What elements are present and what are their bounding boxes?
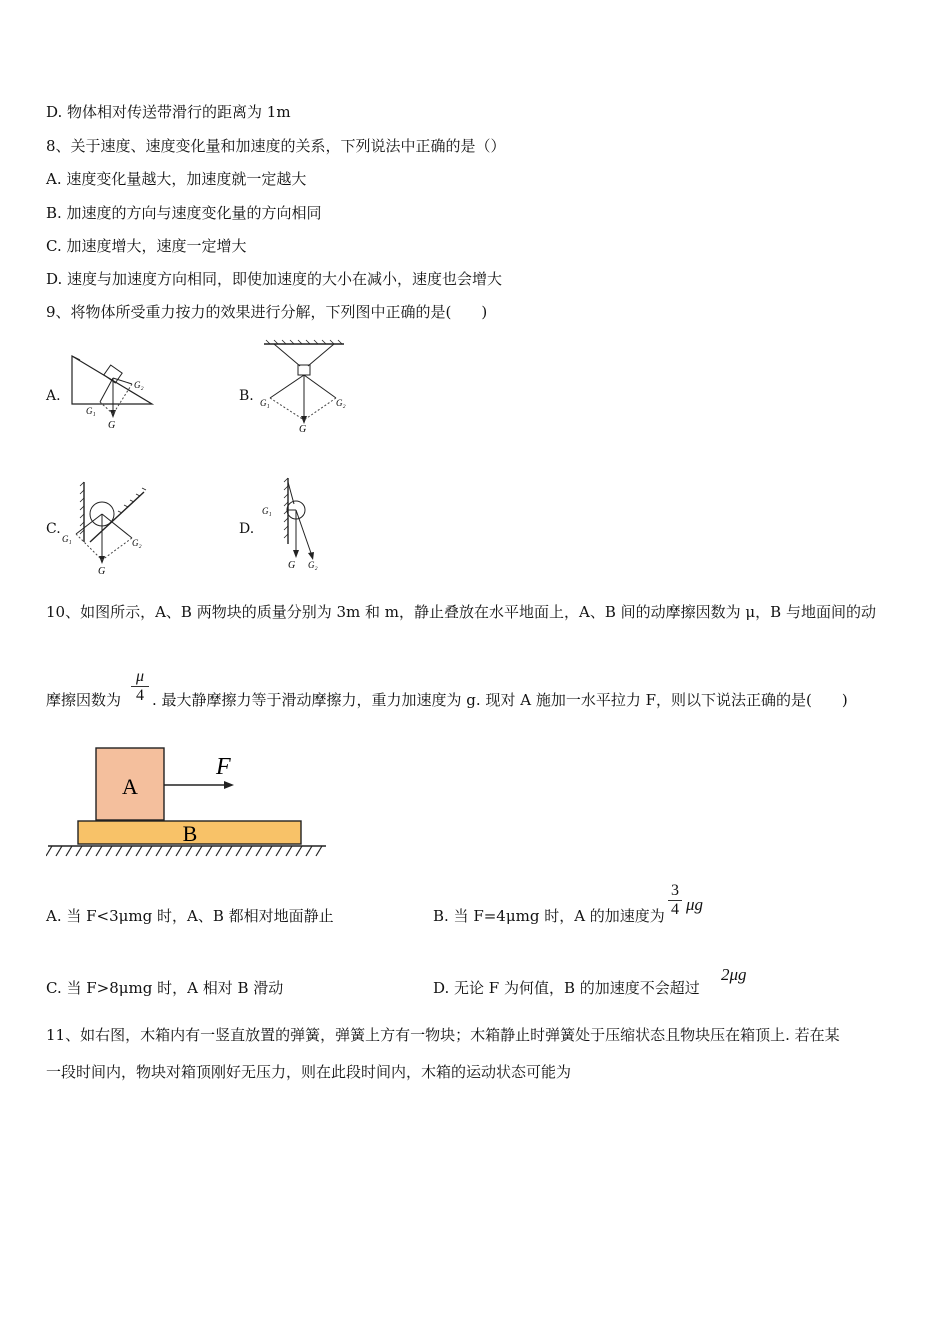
q10-option-b-mu-g: μg [686,895,704,914]
option-b-den: 4 [671,901,679,918]
fig-c-g: G [98,566,106,576]
fig-b-g2: G₂ [336,398,346,408]
option-b-num: 3 [668,882,682,901]
q10-stem-line2b: . 最大静摩擦力等于滑动摩擦力，重力加速度为 g. 现对 A 施加一水平拉力 F，则以下说法正确的是( ) [152,691,848,709]
q10-stem-line1: 10、如图所示，A、B 两物块的质量分别为 3m 和 m，静止叠放在水平地面上，A、B 间的动摩擦因数为 μ，B 与地面间的动 [46,603,876,621]
fig-d-g1: G₁ [262,506,272,516]
fig-b-g: G [299,424,307,434]
q10-option-d: D. 无论 F 为何值，B 的加速度不会超过 [433,979,700,997]
fig-a-g1: G₁ [86,406,96,416]
fig-c-g2: G₂ [132,538,142,548]
q9-figure-c [62,478,154,576]
q10-stem-line2a: 摩擦因数为 [46,691,122,709]
q8-option-d: D. 速度与加速度方向相同，即使加速度的大小在减小，速度也会增大 [46,270,503,288]
force-label: F [216,754,231,780]
fig-c-g1: G₁ [62,534,72,544]
q11-line2: 一段时间内，物块对箱顶刚好无压力，则在此段时间内，木箱的运动状态可能为 [46,1063,572,1081]
q8-option-a: A. 速度变化量越大，加速度就一定越大 [46,170,307,188]
q8-stem: 8、关于速度、速度变化量和加速度的关系，下列说法中正确的是（） [46,137,506,155]
q9-figure-d [258,474,338,574]
block-a-label: A [122,774,138,799]
fig-d-g: G [288,560,296,571]
frac-den: 4 [136,687,144,704]
ground-hatch [46,846,322,856]
fig-a-g2: G₂ [134,380,144,390]
q10-option-b: B. 当 F=4μmg 时，A 的加速度为 [433,907,665,925]
q9-figure-b [256,338,352,434]
fig-d-g2: G₂ [308,560,318,570]
fig-a-g: G [108,420,116,431]
q10-option-d-2mu-g: 2μg [721,965,747,984]
fig-b-g1: G₁ [260,398,270,408]
q9-option-b-label: B. [239,388,254,404]
q8-option-c: C. 加速度增大，速度一定增大 [46,237,247,255]
q11-line1: 11、如右图，木箱内有一竖直放置的弹簧，弹簧上方有一物块；木箱静止时弹簧处于压缩状态且物块压在箱顶上. 若在某 [46,1026,840,1044]
q9-option-d-label: D. [239,521,255,537]
q9-stem: 9、将物体所受重力按力的效果进行分解，下列图中正确的是( ) [46,303,488,321]
q7-option-d: D. 物体相对传送带滑行的距离为 1m [46,103,291,121]
q10-option-a: A. 当 F<3μmg 时，A、B 都相对地面静止 [46,907,334,925]
q8-option-b: B. 加速度的方向与速度变化量的方向相同 [46,204,322,222]
frac-num: μ [131,668,149,687]
q9-figure-a [66,352,158,434]
q9-option-c-label: C. [46,521,61,537]
q10-figure-blocks [46,746,328,858]
block-b-label: B [182,821,198,846]
q10-option-c: C. 当 F>8μmg 时，A 相对 B 滑动 [46,979,284,997]
q10-option-b-fraction [668,882,682,919]
q9-option-a-label: A. [46,388,61,404]
q10-fraction-mu-over-4 [131,668,149,705]
